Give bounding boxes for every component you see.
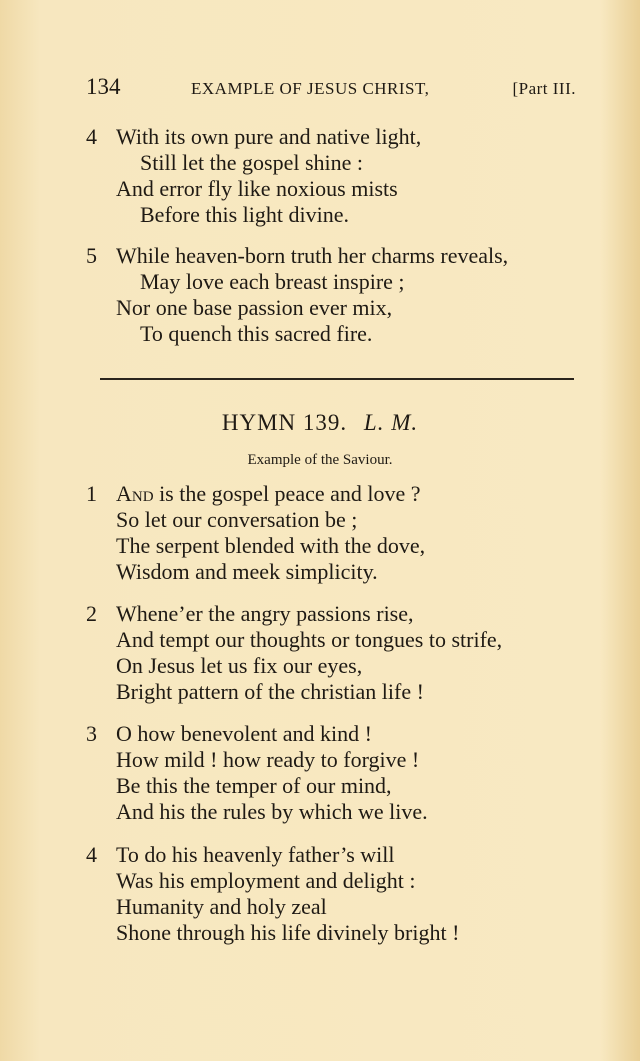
- verse-text: Humanity and holy zeal: [116, 894, 327, 919]
- stanza-number: 5: [86, 243, 97, 268]
- verse-line: [86, 799, 586, 825]
- verse-text: The serpent blended with the dove,: [116, 533, 426, 558]
- verse-line: [86, 920, 586, 946]
- verse-line: [86, 868, 586, 894]
- verse-line: [86, 653, 586, 679]
- verse-text: Nor one base passion ever mix,: [116, 295, 393, 320]
- verse-line: [86, 747, 586, 773]
- hymn-title: [0, 410, 640, 436]
- prev-hymn-stanza-5: [86, 243, 586, 347]
- verse-text: Be this the temper of our mind,: [116, 773, 392, 798]
- verse-text: Before this light divine.: [140, 202, 349, 227]
- verse-text: So let our conversation be ;: [116, 507, 358, 532]
- verse-text: On Jesus let us fix our eyes,: [116, 653, 363, 678]
- verse-text: Bright pattern of the christian life !: [116, 679, 424, 704]
- verse-line: [86, 202, 586, 228]
- prev-hymn-stanza-4: [86, 124, 586, 228]
- verse-text: With its own pure and native light,: [116, 124, 422, 149]
- running-title: EXAMPLE OF JESUS CHRIST,: [191, 79, 430, 98]
- verse-line: [86, 533, 586, 559]
- verse-line: [86, 842, 586, 868]
- verse-line: [86, 679, 586, 705]
- verse-line: [86, 721, 586, 747]
- verse-line: [86, 481, 586, 507]
- verse-line: [86, 894, 586, 920]
- verse-text: While heaven-born truth her charms reveals,: [116, 243, 509, 268]
- verse-line: [86, 176, 586, 202]
- verse-text: Wisdom and meek simplicity.: [116, 559, 378, 584]
- part-label: [Part III.: [512, 79, 576, 98]
- verse-line: [86, 507, 586, 533]
- verse-line: [86, 269, 586, 295]
- verse-line: [86, 773, 586, 799]
- verse-text: And error fly like noxious mists: [116, 176, 398, 201]
- hymn-stanza-3: [86, 721, 586, 825]
- verse-line: [86, 627, 586, 653]
- hymn-stanza-1: [86, 481, 586, 585]
- section-divider: [100, 378, 574, 381]
- verse-text: And tempt our thoughts or tongues to strife,: [116, 627, 503, 652]
- verse-text: To do his heavenly father’s will: [116, 842, 395, 867]
- verse-text: [116, 481, 421, 507]
- verse-text: O how benevolent and kind !: [116, 721, 372, 746]
- verse-text: Whene’er the angry passions rise,: [116, 601, 414, 626]
- page-header: [86, 74, 576, 104]
- verse-text: To quench this sacred fire.: [140, 321, 373, 346]
- hymn-stanza-4: [86, 842, 586, 946]
- hymn-subtitle: Example of the Saviour.: [247, 452, 393, 468]
- verse-line: [86, 243, 586, 269]
- verse-line: [86, 601, 586, 627]
- verse-text: Still let the gospel shine :: [140, 150, 364, 175]
- stanza-number: 1: [86, 481, 97, 506]
- verse-text: Shone through his life divinely bright !: [116, 920, 460, 945]
- hymn-number: HYMN 139.: [221, 410, 348, 435]
- verse-text: And his the rules by which we live.: [116, 799, 428, 824]
- stanza-number: 4: [86, 842, 97, 867]
- verse-line: [86, 124, 586, 150]
- hymn-stanza-2: [86, 601, 586, 705]
- verse-text: How mild ! how ready to forgive !: [116, 747, 420, 772]
- stanza-number: 3: [86, 721, 97, 746]
- page-number: 134: [86, 74, 121, 99]
- stanza-number: 4: [86, 124, 97, 149]
- verse-line: [86, 321, 586, 347]
- stanza-number: 2: [86, 601, 97, 626]
- verse-line: [86, 150, 586, 176]
- first-word: And: [116, 481, 154, 506]
- verse-line: [86, 559, 586, 585]
- hymn-meter: L. M.: [363, 410, 419, 435]
- verse-text-rest: is the gospel peace and love ?: [153, 481, 421, 506]
- verse-line: [86, 295, 586, 321]
- verse-text: May love each breast inspire ;: [140, 269, 405, 294]
- verse-text: Was his employment and delight :: [116, 868, 416, 893]
